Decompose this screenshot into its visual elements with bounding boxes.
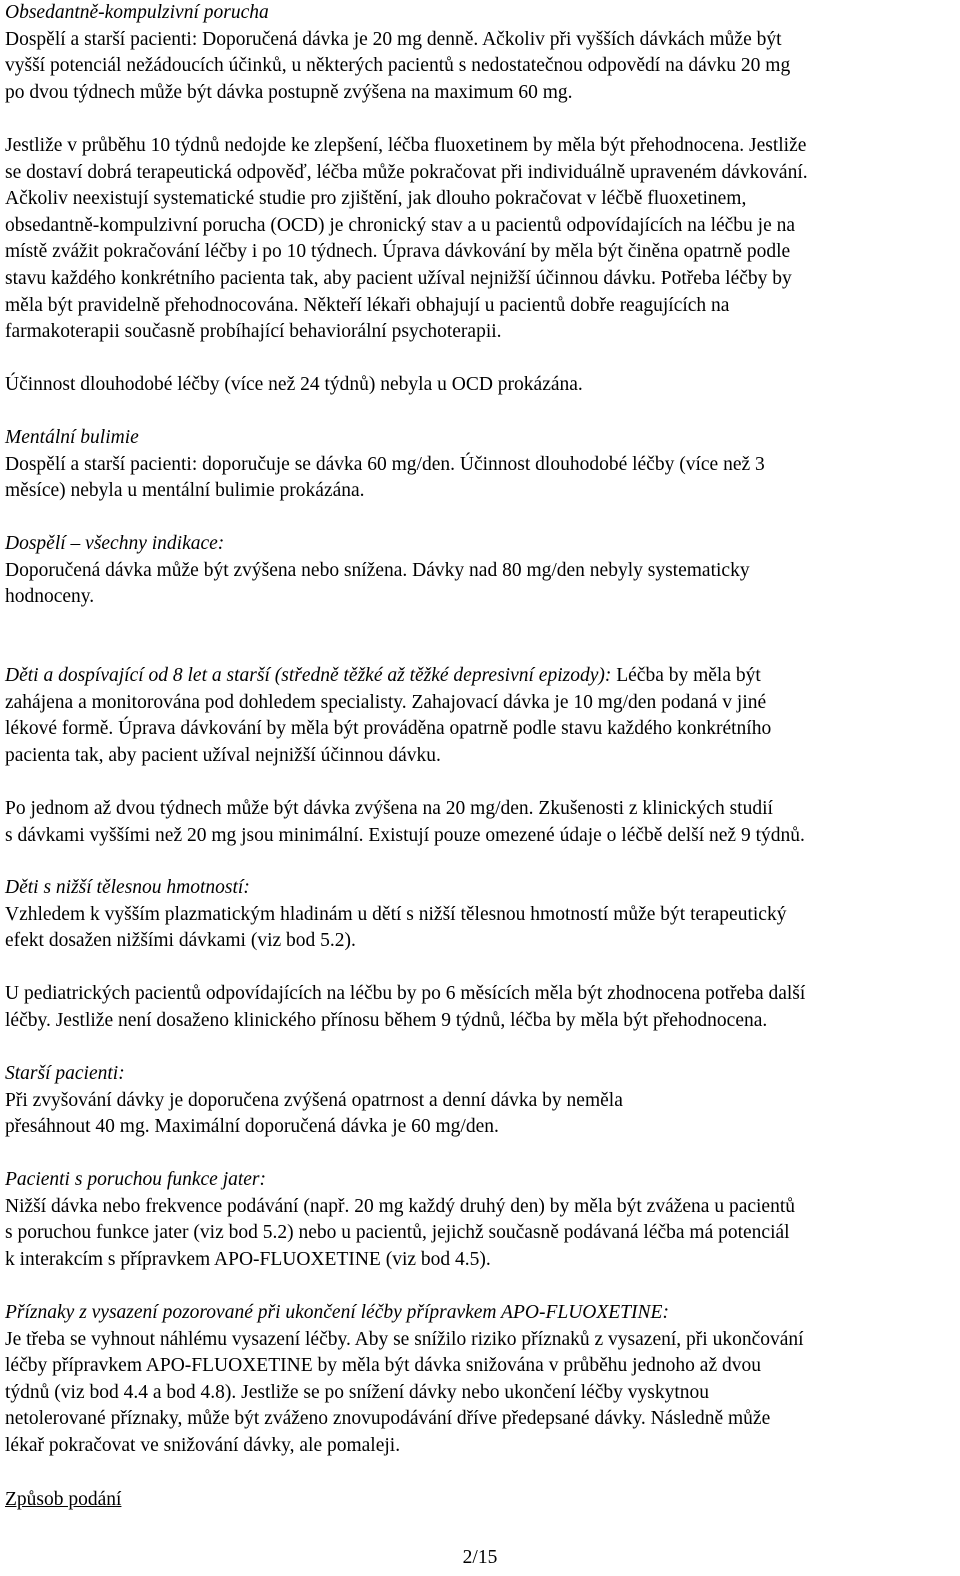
low-weight-p1-line: Vzhledem k vyšším plazmatickým hladinám u dětí s nižší tělesnou hmotností může být terapeutický [5, 903, 787, 925]
ocd-p2-line: obsedantně-kompulzivní porucha (OCD) je chronický stav a u pacientů odpovídajících na léčbu je na [5, 214, 796, 236]
ocd-p2-line: Jestliže v průběhu 10 týdnů nedojde ke zlepšení, léčba fluoxetinem by měla být přehodnocena. Jestliže [5, 135, 807, 156]
low-weight-heading: Děti s nižší tělesnou hmotností: [5, 877, 250, 898]
children-section [5, 663, 960, 769]
bulimia-p1-line: Dospělí a starší pacienti: doporučuje se dávka 60 mg/den. Účinnost dlouhodobé léčby (více než 3 [5, 453, 765, 475]
children-p1-line: zahájena a monitorována pod dohledem specialisty. Zahajovací dávka je 10 mg/den podaná v jiné [5, 691, 767, 713]
liver-p1-line: Nižší dávka nebo frekvence podávání (např. 20 mg každý druhý den) by měla být zvážena u pacientů [5, 1195, 795, 1217]
elderly-heading: Starší pacienti: [5, 1063, 125, 1084]
low-weight-p2-line: U pediatrických pacientů odpovídajících na léčbu by po 6 měsících měla být zhodnocena potřeba další [5, 983, 806, 1004]
children-first-line-rest: Léčba by měla být [611, 665, 761, 686]
adults-heading: Dospělí – všechny indikace: [5, 533, 225, 554]
children-first-line [5, 663, 960, 690]
liver-section [5, 1167, 960, 1273]
children-p2-line: Po jednom až dvou týdnech může být dávka zvýšena na 20 mg/den. Zkušenosti z klinických studií [5, 798, 773, 819]
ocd-heading: Obsedantně-kompulzivní porucha [5, 2, 269, 23]
ocd-p1-line: po dvou týdnech může být dávka postupně zvýšena na maximum 60 mg. [5, 81, 573, 103]
withdrawal-section [5, 1300, 960, 1460]
low-weight-p2-line: léčby. Jestliže není dosaženo klinického přínosu během 9 týdnů, léčba by měla být přehodnocena. [5, 1009, 768, 1031]
withdrawal-p1-line: týdnů (viz bod 4.4 a bod 4.8). Jestliže se po snížení dávky nebo ukončení léčby vyskytnou [5, 1381, 710, 1403]
ocd-p1-line: vyšší potenciál nežádoucích účinků, u některých pacientů s nedostatečnou odpovědí na dávku 20 mg [5, 55, 791, 77]
ocd-paragraph-2 [5, 133, 960, 346]
ocd-p2-line: se dostaví dobrá terapeutická odpověď, léčba může pokračovat při individuálně upraveném dávkování. [5, 161, 808, 183]
ocd-p2-line: měla být pravidelně přehodnocována. Někteří lékaři obhajují u pacientů dobře reagujících na [5, 294, 730, 316]
liver-heading: Pacienti s poruchou funkce jater: [5, 1169, 267, 1190]
administration-section [5, 1487, 960, 1514]
bulimia-p1-line: měsíce) nebyla u mentální bulimie prokázána. [5, 480, 365, 502]
withdrawal-p1-line: netolerované příznaky, může být zváženo znovupodávání dříve předepsané dávky. Následně může [5, 1408, 771, 1430]
withdrawal-p1-line: Je třeba se vyhnout náhlému vysazení léčby. Aby se snížilo riziko příznaků z vysazení, při ukončování [5, 1328, 804, 1350]
low-weight-p1-line: efekt dosažen nižšími dávkami (viz bod 5.2). [5, 930, 356, 952]
low-weight-paragraph-2 [5, 981, 960, 1034]
adults-section [5, 531, 960, 611]
liver-p1-line: s poruchou funkce jater (viz bod 5.2) nebo u pacientů, jejichž současně podávaná léčba má potenciál [5, 1222, 790, 1244]
low-weight-section [5, 875, 960, 955]
ocd-p2-line: Ačkoliv neexistují systematické studie pro zjištění, jak dlouho pokračovat v léčbě fluoxetinem, [5, 188, 747, 210]
children-heading: Děti a dospívající od 8 let a starší (středně těžké až těžké depresivní epizody): [5, 665, 612, 686]
withdrawal-p1-line: léčby přípravkem APO-FLUOXETINE by měla být dávka snižována v průběhu jednoho až dvou [5, 1355, 761, 1377]
adults-p1-line: Doporučená dávka může být zvýšena nebo snížena. Dávky nad 80 mg/den nebyly systematicky [5, 559, 750, 581]
elderly-p1-line: přesáhnout 40 mg. Maximální doporučená dávka je 60 mg/den. [5, 1116, 499, 1138]
ocd-paragraph-3 [5, 372, 960, 399]
children-p2-line: s dávkami vyššími než 20 mg jsou minimální. Existují pouze omezené údaje o léčbě delší než 9 týdnů. [5, 824, 805, 846]
children-p1-line: pacienta tak, aby pacient užíval nejnižší účinnou dávku. [5, 744, 441, 766]
bulimia-section [5, 425, 960, 505]
ocd-p2-line: místě zvážit pokračování léčby i po 10 týdnech. Úprava dávkování by měla být činěna opatrně podle [5, 241, 791, 263]
page-number: 2/15 [462, 1547, 498, 1568]
ocd-p2-line: stavu každého konkrétního pacienta tak, aby pacient užíval nejnižší účinnou dávku. Potřeba léčby by [5, 267, 792, 289]
withdrawal-heading: Příznaky z vysazení pozorované při ukončení léčby přípravkem APO-FLUOXETINE: [5, 1302, 669, 1323]
elderly-p1-line: Při zvyšování dávky je doporučena zvýšená opatrnost a denní dávka by neměla [5, 1089, 623, 1111]
ocd-section [5, 0, 960, 106]
elderly-section [5, 1061, 960, 1141]
ocd-p2-line: farmakoterapii současně probíhající behaviorální psychoterapii. [5, 321, 502, 343]
ocd-p3-line: Účinnost dlouhodobé léčby (více než 24 týdnů) nebyla u OCD prokázána. [5, 374, 583, 395]
administration-heading[interactable]: Způsob podání [5, 1489, 122, 1510]
withdrawal-p1-line: lékař pokračovat ve snižování dávky, ale pomaleji. [5, 1434, 401, 1456]
adults-p1-line: hodnoceny. [5, 586, 95, 608]
bulimia-heading: Mentální bulimie [5, 427, 139, 448]
children-p1-line: lékové formě. Úprava dávkování by měla být prováděna opatrně podle stavu každého konkrétního [5, 718, 772, 740]
liver-p1-line: k interakcím s přípravkem APO-FLUOXETINE (viz bod 4.5). [5, 1248, 491, 1270]
children-paragraph-2 [5, 796, 960, 849]
ocd-p1-line: Dospělí a starší pacienti: Doporučená dávka je 20 mg denně. Ačkoliv při vyšších dávkách může být [5, 28, 782, 50]
